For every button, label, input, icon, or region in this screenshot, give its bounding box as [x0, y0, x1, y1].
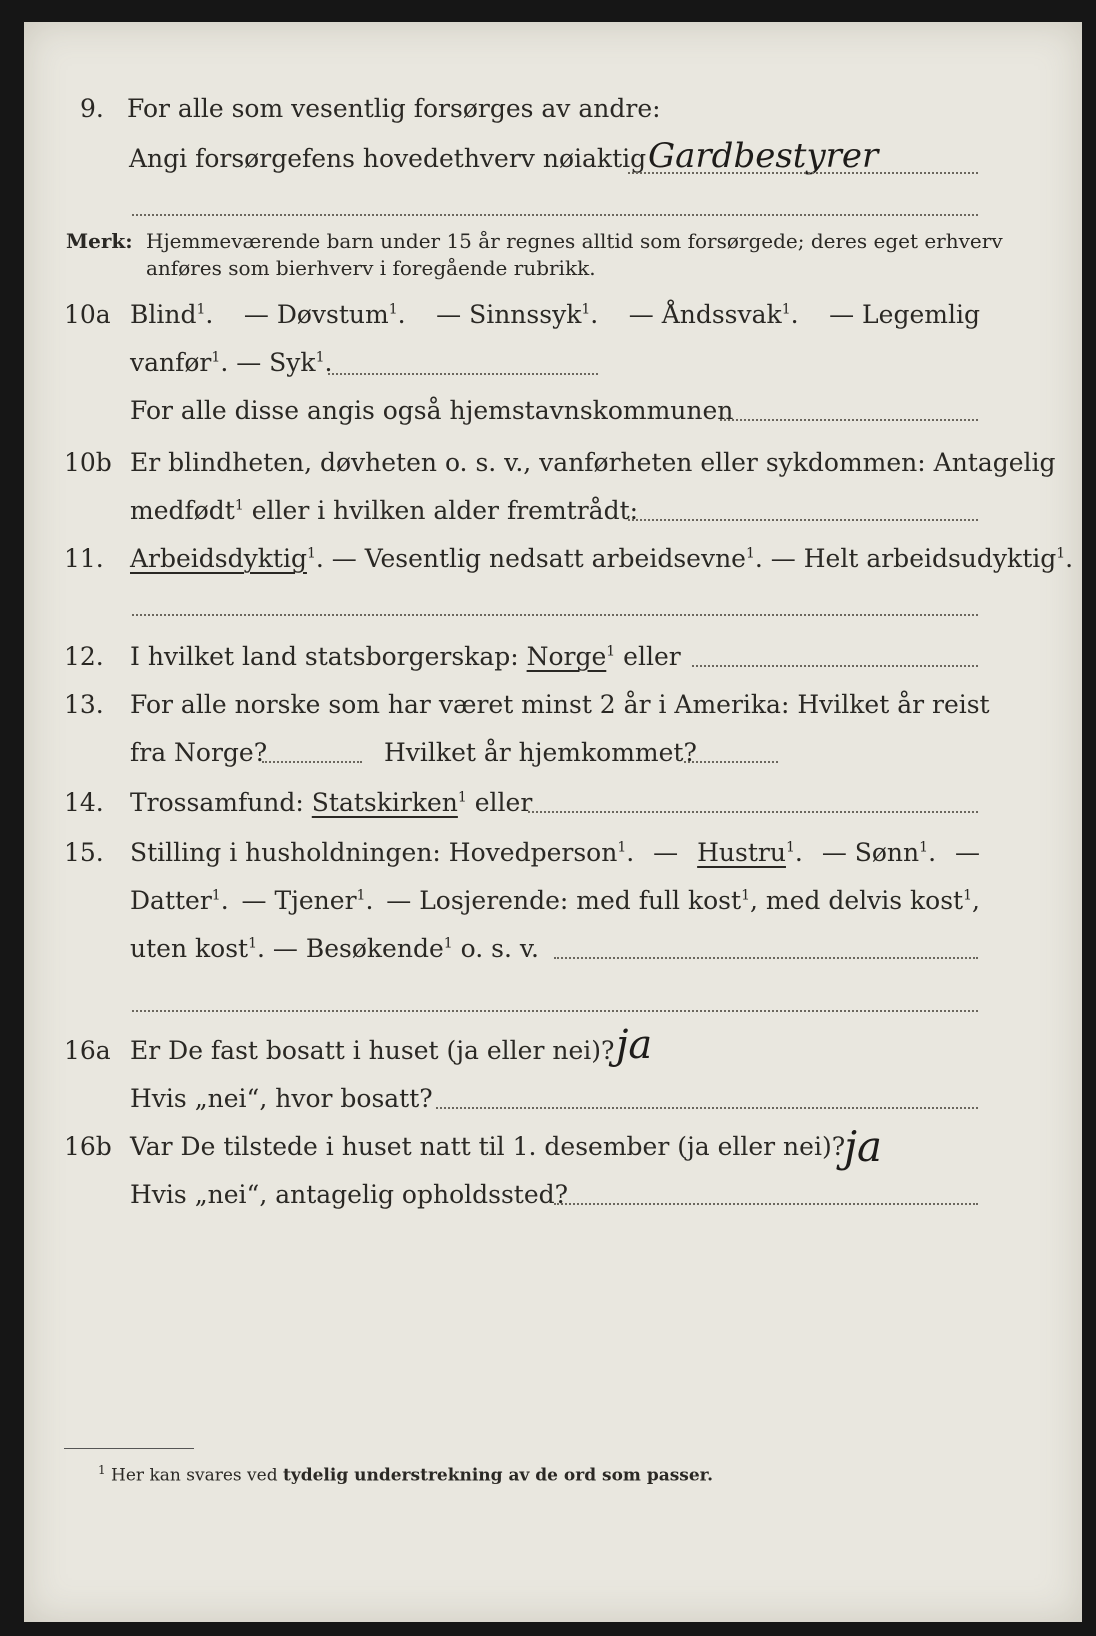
footnote-text-a: Her kan svares ved: [111, 1465, 278, 1486]
q10b-number: 10b: [64, 448, 112, 477]
q16a-bosatt-line[interactable]: [436, 1107, 978, 1109]
q15-extra-line: [132, 1010, 978, 1012]
q12-text: I hvilket land statsborgerskap:: [130, 642, 519, 671]
q12-line: [130, 642, 681, 672]
merk-line1: Hjemmeværende barn under 15 år regnes alltid som forsørgede; deres eget erhverv: [146, 229, 1003, 253]
q10a-number: 10a: [64, 300, 111, 329]
footnote: [98, 1460, 713, 1486]
census-form-page: [24, 22, 1082, 1622]
q15-osv: o. s. v.: [460, 934, 539, 963]
footnote-rule: [64, 1448, 194, 1449]
q10b-alder-text: eller i hvilken alder fremtrådt:: [251, 496, 639, 525]
footnote-mark: 1: [356, 887, 366, 904]
footnote-mark: 1: [617, 839, 627, 856]
q16b-line1: Var De tilstede i huset natt til 1. desember (ja eller nei)?: [130, 1132, 846, 1161]
q9-handwritten-answer: Gardbestyrer: [648, 136, 879, 176]
footnote-mark: 1: [581, 301, 591, 318]
merk-label: Merk:: [66, 229, 133, 253]
q15-opt-delvis-kost[interactable]: , med delvis kost: [749, 886, 964, 915]
q15-opt-full-kost[interactable]: — Losjerende: med full kost: [386, 886, 742, 915]
q10a-line3: For alle disse angis også hjemstavnskommunen: [130, 396, 734, 425]
q9-number: 9.: [80, 94, 104, 123]
q16b-line2: Hvis „nei“, antagelig opholdssted?: [130, 1180, 569, 1209]
q11-opt-nedsatt[interactable]: — Vesentlig nedsatt arbeidsevne: [331, 544, 746, 573]
q16b-number: 16b: [64, 1132, 112, 1161]
q9-line1: For alle som vesentlig forsørges av andre:: [127, 94, 661, 123]
merk-line2: anføres som bierhverv i foregående rubrikk.: [146, 256, 596, 280]
footnote-mark: 1: [306, 545, 316, 562]
q10a-opt-legemlig[interactable]: — Legemlig: [829, 300, 980, 329]
q10b-line1: Er blindheten, døvheten o. s. v., vanførheten eller sykdommen: Antagelig: [130, 448, 1056, 477]
q16b-handwritten-answer: ja: [844, 1122, 883, 1171]
q10a-opt-syk[interactable]: — Syk: [236, 348, 316, 377]
q10b-opt-medfodt[interactable]: medfødt: [130, 496, 235, 525]
q10b-alder-line[interactable]: [628, 519, 978, 521]
q13-line1: For alle norske som har været minst 2 år i Amerika: Hvilket år reist: [130, 690, 990, 719]
q15-opt-hovedperson[interactable]: Stilling i husholdningen: Hovedperson: [130, 838, 618, 867]
q11-extra-line: [132, 614, 978, 616]
q14-text: Trossamfund:: [130, 788, 304, 817]
q10a-line2: vanfør$^1$. — Syk$^1$.: [130, 348, 333, 377]
q15-line1: Stilling i husholdningen: Hovedperson$^1$. — Hustru$^1$. — Sønn$^1$. —: [130, 838, 980, 867]
q15-line3: uten kost$^1$. — Besøkende$^1$ o. s. v.: [130, 934, 539, 963]
q15-other-line[interactable]: [554, 957, 978, 959]
q9-extra-line: [132, 214, 978, 216]
q15-opt-hustru[interactable]: Hustru: [697, 838, 786, 867]
footnote-mark: 1: [1056, 545, 1066, 562]
footnote-mark: 1: [785, 839, 795, 856]
footnote-mark: 1: [919, 839, 929, 856]
q14-line: [130, 788, 532, 818]
q16a-line2: Hvis „nei“, hvor bosatt?: [130, 1084, 433, 1113]
q16a-handwritten-answer: ja: [616, 1022, 653, 1068]
q9-line2: Angi forsørgefens hovedethverv nøiaktig: [129, 144, 647, 173]
q10a-line1: Blind$^1$. — Døvstum$^1$. — Sinnssyk$^1$. — Åndssvak$^1$. — Legemlig: [130, 300, 980, 329]
q14-other-line[interactable]: [528, 811, 978, 813]
q12-opt-norge[interactable]: Norge: [526, 642, 607, 671]
q11-opt-udyktig[interactable]: — Helt arbeidsudyktig: [770, 544, 1057, 573]
q14-opt-statskirken[interactable]: Statskirken: [311, 788, 458, 817]
q13-number: 13.: [64, 690, 104, 719]
q15-dash-1: —: [653, 838, 679, 867]
q16a-number: 16a: [64, 1036, 111, 1065]
q12-number: 12.: [64, 642, 104, 671]
q13-line2b: Hvilket år hjemkommet?: [384, 738, 697, 767]
footnote-mark: 1: [315, 349, 325, 366]
q13-hjemkommet-line[interactable]: [684, 761, 778, 763]
footnote-mark: 1: [443, 935, 453, 952]
q15-dash-2: —: [954, 838, 980, 867]
q14-number: 14.: [64, 788, 104, 817]
footnote-mark: 1: [196, 301, 206, 318]
footnote-mark: 1: [234, 497, 244, 514]
q14-tail: eller: [474, 788, 533, 817]
footnote-mark: 1: [211, 349, 221, 366]
footnote-mark: 1: [457, 789, 467, 806]
q11-number: 11.: [64, 544, 104, 573]
q15-opt-tjener[interactable]: — Tjener: [241, 886, 357, 915]
footnote-mark: 1: [741, 887, 750, 904]
footnote-text-b: tydelig understrekning av de ord som passer.: [282, 1465, 713, 1486]
q11-opt-arbeidsdyktig[interactable]: Arbeidsdyktig: [130, 544, 307, 573]
q15-opt-datter[interactable]: Datter: [130, 886, 212, 915]
footnote-number: 1: [98, 1463, 106, 1477]
q15-opt-besokende[interactable]: — Besøkende: [272, 934, 444, 963]
footnote-mark: 1: [963, 887, 973, 904]
q13-reist-line[interactable]: [262, 761, 362, 763]
q10a-opt-vanfor[interactable]: vanfør: [130, 348, 212, 377]
footnote-mark: 1: [606, 643, 616, 660]
q16b-opholdssted-line[interactable]: [554, 1203, 978, 1205]
footnote-mark: 1: [248, 935, 257, 952]
q15-opt-uten-kost[interactable]: uten kost: [130, 934, 249, 963]
q10a-opt-andssvak[interactable]: — Åndssvak: [628, 300, 782, 329]
q16a-line1: Er De fast bosatt i huset (ja eller nei)?: [130, 1036, 615, 1065]
q15-opt-sonn[interactable]: — Sønn: [821, 838, 920, 867]
q12-other-line[interactable]: [692, 665, 978, 667]
q10a-opt-dovstum[interactable]: — Døvstum: [243, 300, 389, 329]
q15-line2: Datter$^1$. — Tjener$^1$. — Losjerende: med full kost$^1$, med delvis kost$^1$,: [130, 886, 980, 915]
q10a-syk-line: [328, 373, 598, 375]
footnote-mark: 1: [781, 301, 791, 318]
q11-line: Arbeidsdyktig$^1$. — Vesentlig nedsatt arbeidsevne$^1$. — Helt arbeidsudyktig$^1$.: [130, 544, 1074, 573]
footnote-mark: 1: [745, 545, 755, 562]
q12-tail: eller: [623, 642, 681, 671]
footnote-mark: 1: [211, 887, 221, 904]
q15-number: 15.: [64, 838, 104, 867]
q10a-opt-sinnssyk[interactable]: — Sinnssyk: [436, 300, 582, 329]
q13-line2a: fra Norge?: [130, 738, 268, 767]
q15-comma: ,: [972, 886, 980, 915]
footnote-mark: 1: [388, 301, 398, 318]
q9-answer-line: [628, 172, 978, 174]
q10a-hjemstavn-line[interactable]: [720, 419, 978, 421]
q10b-line2: [130, 496, 638, 526]
q10a-opt-blind[interactable]: Blind: [130, 300, 197, 329]
